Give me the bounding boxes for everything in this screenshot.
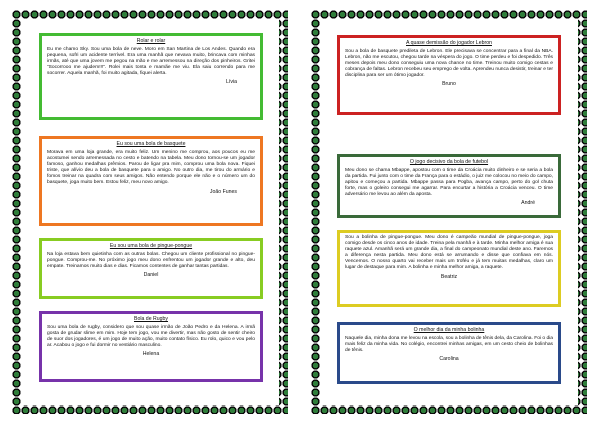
story-title: A quase demissão do jogador Lebron <box>406 40 492 46</box>
story-text: Sou uma bola de rugby, considero que sou quase irmão de João Pedro e da Helena. A irmã gosta de grudar slime em mim. Hoje tem jogo, vou me divertir, mas não gosto de sentir cheiro de suor dos jogadores, é um jogo de muito ação, muito contato físico. Eu rolo, quico e vou pelo ar. Acabou o jogo e fui dormir no vestiário masculino. <box>47 325 255 349</box>
story-title: O melhor dia da minha bolinha <box>413 327 485 333</box>
story-author: Carolina <box>439 356 459 363</box>
story-card-tenis <box>337 322 561 384</box>
story-text: Sou a bolinha de pingue-pongue. Meu dono é campeão mundial de pingue-pongue, joga comigo desde os cinco anos de idade. Treina pela manhã e à tarde. Minha melhor amiga é sua raquete azul. Amanhã será um grande dia, a final do campeonato mundial deste ano. Faremos a diferença nesta partida. Meu dono está se arrumando e disse que confiava em nós. Vencemos. O nosso quarto vai receber mais um troféu e já tem muitas medalhas, claro um lugar de destaque para mim. A bolinha e minha melhor amiga, a raquete. <box>345 235 553 271</box>
story-author: João Funes <box>209 188 237 195</box>
story-text: Eu me chamo Sky. Sou uma bola de neve. Moro em San Martina de Los Andes. Quando era pequena, sofri um acidente terrível. Era uma manhã que nevava muito, brincava com minhas irmãs, até que uma jovem me pegou na mão e me arremessou na direção dos pinheiros. Gritei “Socorrooo me ajudem!!!”. Rolei mais tonta e mamãe me viu. Ela saiu correndo para me socorrer. Aquela manhã, foi muito agitada, fiquei alerta. <box>47 47 255 77</box>
story-title: Eu sou uma bola de pingue-pongue <box>109 243 193 249</box>
story-author: Beatriz <box>440 273 458 280</box>
story-title: O jogo decisivo da bola de futebol <box>409 159 489 165</box>
story-text: Sou a bola de basquete predileta de Lebron. Ele precisava se concentrar para a final da NBA. Lebron, não me escutou, chegou tarde na véspera do jogo. O time perdeu e foi despedido. Três meses depois meu dono conseguiu uma nova chance no time. Treinou muito comigo cestas e cobrança de faltas. Lebron recebeu seu emprego de volta. Aprendeu nunca desistir, treinar e ter disciplina para ser um ótimo jogador. <box>345 49 553 79</box>
story-text: Naquele dia, minha dona me levou na escola, sou a bolinha de tênis dela, da Carolina. Foi o dia mais feliz da minha vida. No colégio, encontrei minhas amigas, em um cesto cheio de bolinhas de tênis. <box>345 336 553 354</box>
story-card-pingue-pongue <box>39 238 263 299</box>
story-author: Bruno <box>442 81 456 88</box>
story-card-rolar <box>39 33 263 120</box>
story-card-raquete <box>337 230 561 307</box>
story-author: Helena <box>142 351 160 358</box>
story-card-lebron <box>337 35 561 115</box>
story-title: Bola de Rugby <box>133 316 169 322</box>
story-card-basquete <box>39 136 263 226</box>
story-title: Eu sou uma bola de basquete <box>116 141 186 147</box>
story-title: Rolar e rolar <box>136 38 166 44</box>
story-text: Morava em uma loja grande, era muito feliz. Um menino me comprou, aos poucos eu me acostumei sendo arremessada no cesto e batendo na tabela. Meu dono tornou-se um jogador famoso, ganhou medalhas prêmios. Parou de ligar pra mim, comprou uma bola nova. Fiquei triste, que alívio deu a bola de basquete para o amigo. No outro dia, me tirou do armário e fomos treinar na quadra com seus amigos. Não entendo porque ele não e o número um do basquete, joga muito bem. Estou feliz, meu novo amigo. <box>47 150 255 186</box>
story-author: André <box>521 200 535 207</box>
story-author: Lívia <box>226 79 237 86</box>
story-text: Na loja estava bem quietinha com as outras bolas. Chegou um cliente profissional no pingue-pongue. Comprou-me. No próximo jogo meu dono enfrentou um jogador grande e alto, deu empate. Treinamos muito dias e dias. Ficamos contentes de ganhar tantas partidas. <box>47 252 255 270</box>
story-card-futebol <box>337 154 561 218</box>
story-card-rugby <box>39 311 263 382</box>
story-text: Meu dono se chama Mbappe, apostou com o time da Croácia muito dinheiro e se seria a bola da partida. Fui junto com o time da França para o estádio, o juiz me colocou no meio do campo, apitou e começou a partida. Mbappe passa para Pogba, avança campo, perto do gol chuta forte, mas o goleiro consegui me agarrar. Para encurtar a história a Croácia venceu. O time adversário me levou ao além da aposta. <box>345 168 553 198</box>
story-author: Daniel <box>143 272 159 279</box>
